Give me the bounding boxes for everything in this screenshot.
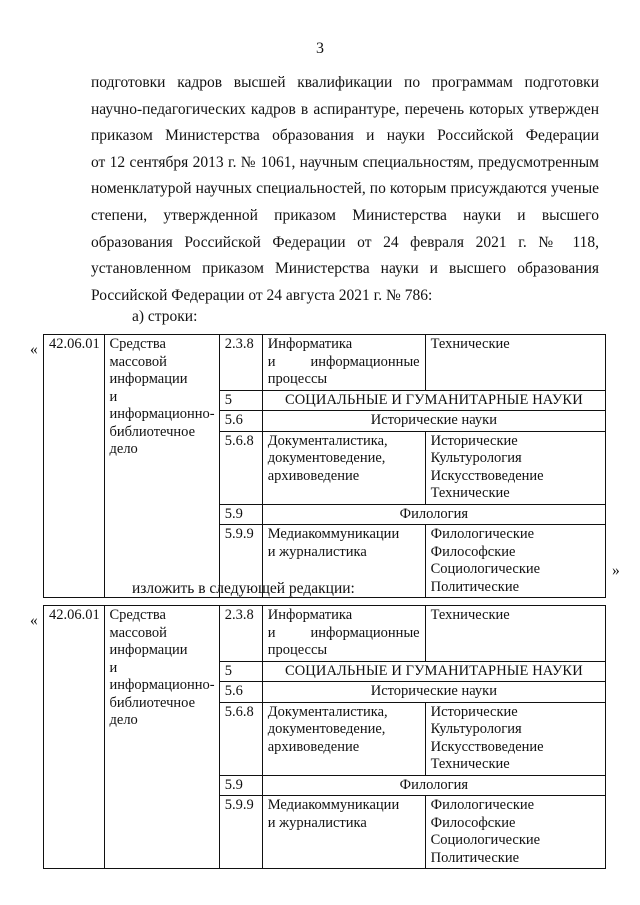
spec-name-line: и журналистика: [267, 543, 367, 560]
section-header-cell: Филология: [262, 775, 605, 796]
spec-number-cell: 5.9.9: [219, 525, 262, 598]
science-branch-line: Философские: [430, 543, 516, 560]
science-branch-cell: [425, 335, 605, 391]
spec-name-line: Медиакоммуникации: [267, 526, 400, 542]
spec-number-cell: 5.6: [219, 411, 262, 432]
spec-name-line: Медиакоммуникации: [267, 797, 400, 813]
science-branch-cell: [425, 796, 605, 869]
intro-line: установленном приказом Министерства науки и высшего образования: [91, 260, 599, 278]
spec-number-cell: 5: [219, 390, 262, 411]
spec-name-line: документоведение,: [267, 721, 386, 737]
table-new: [43, 605, 606, 869]
science-branch-cell: [425, 702, 605, 775]
spec-number-cell: 5.9: [219, 504, 262, 525]
science-branch-line: Искусствоведение: [430, 467, 544, 484]
science-branch-line: Филологические: [430, 526, 535, 542]
program-name-line: массовой: [109, 353, 167, 370]
label-b: изложить в следующей редакции:: [132, 580, 355, 597]
open-quote-1: «: [30, 341, 38, 358]
code-cell: 42.06.01: [44, 335, 105, 598]
intro-line: номенклатурой научных специальностей, по которым присуждаются ученые: [91, 180, 599, 198]
science-branch-line: Филологические: [430, 797, 535, 813]
spec-name-cell: [262, 606, 425, 662]
spec-name-line: Информатика: [267, 336, 353, 352]
intro-line: подготовки кадров высшей квалификации по программам подготовки: [91, 74, 599, 91]
section-header-cell: Исторические науки: [262, 411, 605, 432]
spec-name-line: Информатика: [267, 607, 353, 623]
spec-number-cell: 5.9.9: [219, 796, 262, 869]
science-branch-line: Исторические: [430, 703, 518, 720]
intro-line: научно-педагогических кадров в аспирантуре, перечень которых утвержден: [91, 100, 599, 118]
intro-paragraph: [91, 70, 599, 309]
program-name-line: Средства: [109, 607, 166, 623]
spec-name-cell: [262, 335, 425, 391]
intro-line: от 12 сентября 2013 г. № 1061, научным специальностям, предусмотренным: [91, 153, 599, 171]
table-old: [43, 334, 606, 598]
spec-number-cell: 5.6: [219, 682, 262, 703]
science-branch-line: Политические: [430, 578, 520, 595]
spec-name-line: процессы: [267, 642, 328, 658]
spec-name-line: процессы: [267, 371, 328, 387]
spec-number-cell: 5.9: [219, 775, 262, 796]
spec-name-line: и информационные: [267, 353, 420, 370]
program-name-cell: [104, 335, 219, 598]
close-quote-1: »: [612, 562, 620, 579]
program-name-line: Средства: [109, 336, 166, 352]
program-name-line: информационно-: [109, 677, 215, 693]
program-name-line: информационно-: [109, 406, 215, 422]
table-row: [44, 335, 606, 391]
spec-name-line: Документалистика,: [267, 432, 388, 449]
science-branch-cell: [425, 431, 605, 504]
spec-name-line: Документалистика,: [267, 703, 388, 720]
science-branch-line: Социологические: [430, 561, 541, 577]
science-branch-line: Философские: [430, 814, 516, 831]
spec-number-cell: 5.6.8: [219, 431, 262, 504]
spec-name-line: и информационные: [267, 624, 420, 641]
spec-name-line: архивоведение: [267, 738, 360, 755]
science-branch-cell: [425, 606, 605, 662]
program-name-line: дело: [109, 712, 138, 728]
open-quote-2: «: [30, 612, 38, 629]
program-name-line: и: [109, 388, 118, 405]
section-header-cell: Филология: [262, 504, 605, 525]
science-branch-line: Культурология: [430, 721, 522, 737]
section-header-cell: СОЦИАЛЬНЫЕ И ГУМАНИТАРНЫЕ НАУКИ: [262, 661, 605, 682]
spec-number-cell: 5.6.8: [219, 702, 262, 775]
spec-name-line: и журналистика: [267, 814, 367, 831]
program-name-line: библиотечное: [109, 694, 196, 711]
intro-line: образования Российской Федерации от 24 февраля 2021 г. № 118,: [91, 233, 599, 251]
spec-number-cell: 2.3.8: [219, 335, 262, 391]
science-branch-line: Искусствоведение: [430, 738, 544, 755]
code-cell: 42.06.01: [44, 606, 105, 869]
spec-name-cell: [262, 702, 425, 775]
science-branch-line: Технические: [430, 607, 510, 623]
section-header-cell: Исторические науки: [262, 682, 605, 703]
program-name-line: информации: [109, 371, 188, 387]
table-row: [44, 606, 606, 662]
science-branch-line: Социологические: [430, 832, 541, 848]
spec-number-cell: 5: [219, 661, 262, 682]
intro-line: Российской Федерации от 24 августа 2021 г. № 786:: [91, 286, 433, 304]
spec-number-cell: 2.3.8: [219, 606, 262, 662]
program-name-line: информации: [109, 642, 188, 658]
page-number: 3: [316, 40, 324, 57]
spec-name-line: документоведение,: [267, 450, 386, 466]
science-branch-cell: [425, 525, 605, 598]
program-name-cell: [104, 606, 219, 869]
science-branch-line: Исторические: [430, 432, 518, 449]
program-name-line: массовой: [109, 624, 167, 641]
program-name-line: дело: [109, 441, 138, 457]
science-branch-line: Политические: [430, 849, 520, 866]
section-header-cell: СОЦИАЛЬНЫЕ И ГУМАНИТАРНЫЕ НАУКИ: [262, 390, 605, 411]
spec-name-cell: [262, 796, 425, 869]
spec-name-cell: [262, 431, 425, 504]
intro-line: степени, утвержденной приказом Министерства науки и высшего: [91, 206, 599, 224]
program-name-line: и: [109, 659, 118, 676]
science-branch-line: Технические: [430, 485, 510, 501]
label-a: а) строки:: [132, 308, 198, 325]
science-branch-line: Технические: [430, 336, 510, 352]
science-branch-line: Технические: [430, 756, 510, 772]
program-name-line: библиотечное: [109, 423, 196, 440]
spec-name-line: архивоведение: [267, 467, 360, 484]
science-branch-line: Культурология: [430, 450, 522, 466]
intro-line: приказом Министерства образования и науки Российской Федерации: [91, 127, 599, 145]
